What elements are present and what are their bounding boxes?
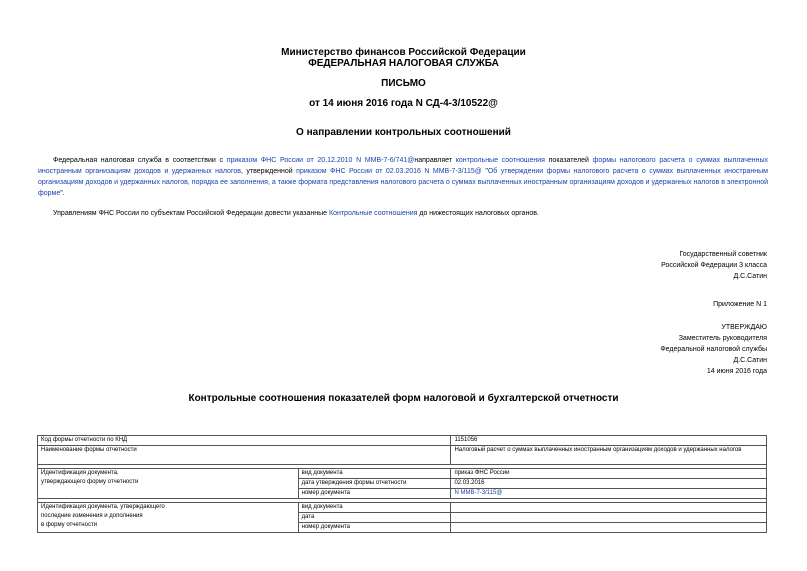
- table-cell: вид документа: [298, 469, 451, 479]
- order-number-link[interactable]: N ММВ-7-3/115@: [454, 490, 503, 496]
- approval-position: Заместитель руководителя: [678, 335, 767, 342]
- table-cell: дата: [298, 513, 451, 523]
- body-paragraph-2: [38, 208, 768, 219]
- approval-organization: Федеральной налоговой службы: [660, 346, 767, 353]
- table-cell: Идентификация документа, утверждающего последние изменения и дополнения в форму отчетности: [38, 503, 299, 533]
- approval-heading: УТВЕРЖДАЮ: [721, 324, 767, 331]
- document-subject: О направлении контрольных соотношений: [296, 127, 511, 138]
- section-title: Контрольные соотношения показателей форм налоговой и бухгалтерской отчетности: [188, 393, 619, 404]
- signature-title: Государственный советник: [679, 251, 767, 258]
- table-cell: [451, 523, 767, 533]
- control-ratios-link[interactable]: контрольные соотношения: [455, 157, 545, 164]
- order-title-link[interactable]: Об утверждении формы налогового расчета о суммах выплаченных иностранным организациям доходов и удержанных налогов, порядка ее заполнения, а также формата представления налогового расчета о суммах выплаченных иностранным организациям доходов и удержанных налогов в электронной форме: [38, 168, 768, 197]
- table-cell: Код формы отчетности по КНД: [38, 436, 451, 446]
- signature-name: Д.С.Сатин: [733, 273, 767, 280]
- appendix-label: Приложение N 1: [713, 301, 767, 308]
- table-row: [38, 503, 767, 513]
- ministry-title: Министерство финансов Российской Федерации: [281, 47, 526, 58]
- table-cell: Идентификация документа, утверждающего форму отчетности: [38, 469, 299, 499]
- approval-name: Д.С.Сатин: [733, 357, 767, 364]
- tax-form-link[interactable]: формы налогового расчета о суммах выплаченных иностранным организациям доходов и удержанных налогов: [38, 157, 768, 175]
- table-row: [38, 469, 767, 479]
- table-cell: Наименование формы отчетности: [38, 446, 451, 465]
- p1-text-c: показателей: [544, 157, 593, 164]
- p1-text-b: направляет: [414, 157, 456, 164]
- control-ratios-link-2[interactable]: Контрольные соотношения: [329, 210, 418, 217]
- service-title: ФЕДЕРАЛЬНАЯ НАЛОГОВАЯ СЛУЖБА: [308, 58, 499, 69]
- table-cell: номер документа: [298, 523, 451, 533]
- document-type: ПИСЬМО: [381, 78, 426, 89]
- table-row: [38, 446, 767, 465]
- approval-block: [660, 322, 767, 377]
- table-cell: номер документа: [298, 489, 451, 499]
- order-link-115[interactable]: приказом ФНС России от 02.03.2016 N ММВ-7-3/115@: [296, 168, 482, 175]
- document-date-number: от 14 июня 2016 года N СД-4-3/10522@: [309, 98, 498, 109]
- form-info-table: [37, 435, 767, 533]
- p2-text-b: до нижестоящих налоговых органов.: [417, 210, 539, 217]
- p1-text-d: , утвержденной: [240, 168, 297, 175]
- table-cell: [451, 489, 767, 499]
- order-link-741[interactable]: приказом ФНС России от 20.12.2010 N ММВ-7-6/741@: [226, 157, 415, 164]
- body-paragraph-1: [38, 155, 768, 199]
- table-row: [38, 436, 767, 446]
- p1-text-f: ".: [60, 190, 65, 197]
- table-cell: [451, 513, 767, 523]
- p1-text-e: ": [481, 168, 488, 175]
- table-cell: вид документа: [298, 503, 451, 513]
- table-cell: 1151056: [451, 436, 767, 446]
- table-cell: приказ ФНС России: [451, 469, 767, 479]
- approval-date: 14 июня 2016 года: [706, 368, 767, 375]
- signature-rank: Российской Федерации 3 класса: [661, 262, 767, 269]
- table-cell: [451, 503, 767, 513]
- table-cell: 02.03.2016: [451, 479, 767, 489]
- p2-text-a: Управлениям ФНС России по субъектам Российской Федерации довести указанные: [53, 210, 330, 217]
- table-cell: дата утверждения формы отчетности: [298, 479, 451, 489]
- signature-block: [661, 249, 767, 282]
- p1-text-a: Федеральная налоговая служба в соответствии с: [53, 157, 227, 164]
- table-cell: Налоговый расчет о суммах выплаченных иностранным организациям доходов и удержанных налогов: [451, 446, 767, 465]
